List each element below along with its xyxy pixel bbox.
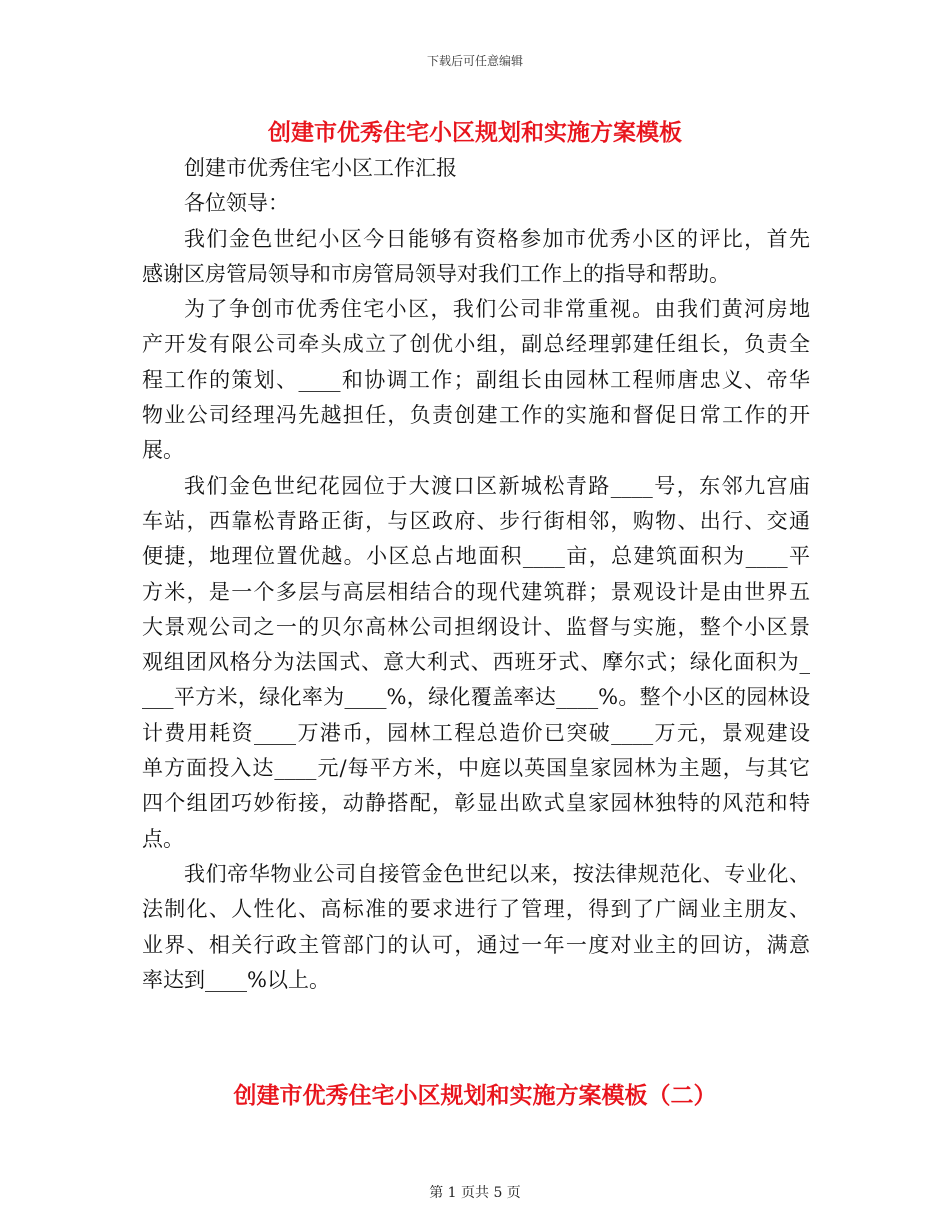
next-section-title: 创建市优秀住宅小区规划和实施方案模板（二）: [233, 1082, 717, 1109]
paragraph-1: [142, 222, 810, 293]
paragraph-line: 为了争创市优秀住宅小区，我们公司非常重视。由我们黄河房地: [184, 297, 810, 322]
page-number: 第 1 页共 5 页: [429, 1185, 521, 1201]
paragraph-line: 展。: [142, 438, 184, 463]
paragraph-line: 点。: [142, 826, 184, 851]
salutation: 各位领导：: [184, 191, 289, 216]
paragraph-2: [142, 292, 810, 468]
paragraph-line: 产开发有限公司牵头成立了创优小组，副总经理郭建任组长，负责全: [142, 332, 810, 357]
page-header-note: 下载后可任意编辑: [426, 54, 523, 68]
paragraph-line: 计费用耗资____万港币，园林工程总造价已突破____万元，景观建设: [142, 720, 810, 745]
subtitle: 创建市优秀住宅小区工作汇报: [184, 156, 457, 180]
document-title: 创建市优秀住宅小区规划和实施方案模板: [268, 119, 682, 146]
paragraph-line: 感谢区房管局领导和市房管局领导对我们工作上的指导和帮助。: [142, 261, 730, 286]
paragraph-line: 观组团风格分为法国式、意大利式、西班牙式、摩尔式；绿化面积为_: [142, 650, 810, 675]
paragraph-line: 我们金色世纪花园位于大渡口区新城松青路____号，东邻九宫庙: [184, 473, 810, 498]
paragraph-line: 方米，是一个多层与高层相结合的现代建筑群；景观设计是由世界五: [142, 579, 810, 604]
paragraph-line: 四个组团巧妙衔接，动静搭配，彰显出欧式皇家园林独特的风范和特: [142, 791, 810, 816]
paragraph-4: [142, 857, 810, 998]
paragraph-3: [142, 469, 810, 857]
paragraph-line: 便捷，地理位置优越。小区总占地面积____亩，总建筑面积为____平: [142, 544, 810, 569]
paragraph-line: ___平方米，绿化率为____%，绿化覆盖率达____%。整个小区的园林设: [142, 685, 810, 710]
paragraph-line: 法制化、人性化、高标准的要求进行了管理，得到了广阔业主朋友、: [142, 897, 810, 922]
paragraph-line: 我们帝华物业公司自接管金色世纪以来，按法律规范化、专业化、: [184, 861, 810, 886]
paragraph-line: 物业公司经理冯先越担任，负责创建工作的实施和督促日常工作的开: [142, 403, 810, 428]
paragraph-line: 我们金色世纪小区今日能够有资格参加市优秀小区的评比，首先: [184, 226, 810, 251]
paragraph-line: 车站，西靠松青路正街，与区政府、步行街相邻，购物、出行、交通: [142, 508, 810, 533]
paragraph-line: 单方面投入达____元/每平方米，中庭以英国皇家园林为主题，与其它: [142, 756, 810, 781]
paragraph-line: 大景观公司之一的贝尔高林公司担纲设计、监督与实施，整个小区景: [142, 614, 810, 639]
paragraph-line: 程工作的策划、____和协调工作；副组长由园林工程师唐忠义、帝华: [142, 367, 810, 392]
paragraph-line: 业界、相关行政主管部门的认可，通过一年一度对业主的回访，满意: [142, 932, 810, 957]
document-body: [142, 151, 810, 998]
paragraph-line: 率达到____%以上。: [142, 967, 330, 992]
